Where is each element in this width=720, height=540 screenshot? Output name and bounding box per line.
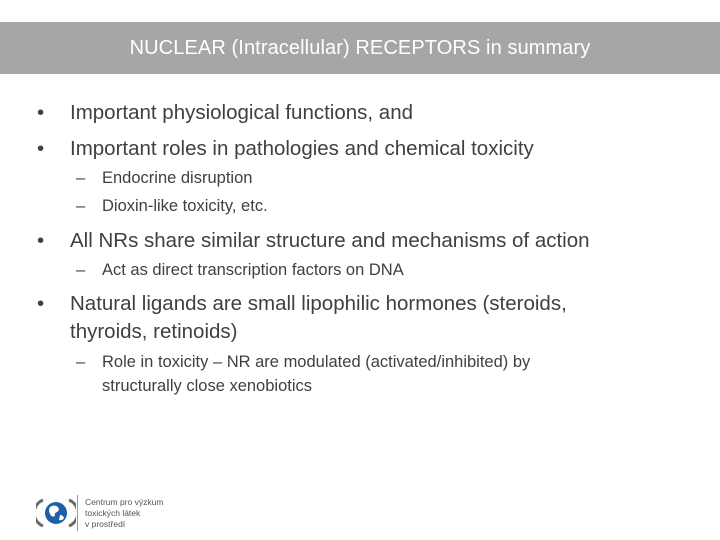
sub-bullet-2-1: Endocrine disruption xyxy=(102,169,253,187)
recetox-logo xyxy=(36,495,186,531)
sub-bullet-marker: – xyxy=(76,261,86,279)
globe-logo-icon xyxy=(36,495,76,531)
bullet-4-line-1: Natural ligands are small lipophilic hormones (steroids, xyxy=(70,292,567,315)
logo-text-line-1: Centrum pro výzkum xyxy=(85,497,164,507)
bullet-2: Important roles in pathologies and chemical toxicity xyxy=(70,137,534,160)
bullet-marker: • xyxy=(37,229,45,252)
slide-title: NUCLEAR (Intracellular) RECEPTORS in summary xyxy=(129,36,591,59)
title-bar xyxy=(0,22,720,74)
sub-bullet-marker: – xyxy=(76,169,86,187)
bullet-marker: • xyxy=(37,101,45,124)
bullet-3: All NRs share similar structure and mechanisms of action xyxy=(70,229,590,252)
bullet-marker: • xyxy=(37,137,45,160)
logo-text-line-3: v prostředí xyxy=(85,519,126,529)
sub-bullet-marker: – xyxy=(76,197,86,215)
sub-bullet-4-1-line-1: Role in toxicity – NR are modulated (activated/inhibited) by xyxy=(102,353,531,371)
logo-divider xyxy=(77,495,78,531)
sub-bullet-3-1: Act as direct transcription factors on DNA xyxy=(102,261,404,279)
bullet-4-line-2: thyroids, retinoids) xyxy=(70,320,238,343)
bullet-1: Important physiological functions, and xyxy=(70,101,414,124)
sub-bullet-2-2: Dioxin-like toxicity, etc. xyxy=(102,197,268,215)
sub-bullet-marker: – xyxy=(76,353,86,371)
sub-bullet-4-1-line-2: structurally close xenobiotics xyxy=(102,377,313,395)
bullet-marker: • xyxy=(37,292,45,315)
logo-text-line-2: toxických látek xyxy=(85,508,141,518)
